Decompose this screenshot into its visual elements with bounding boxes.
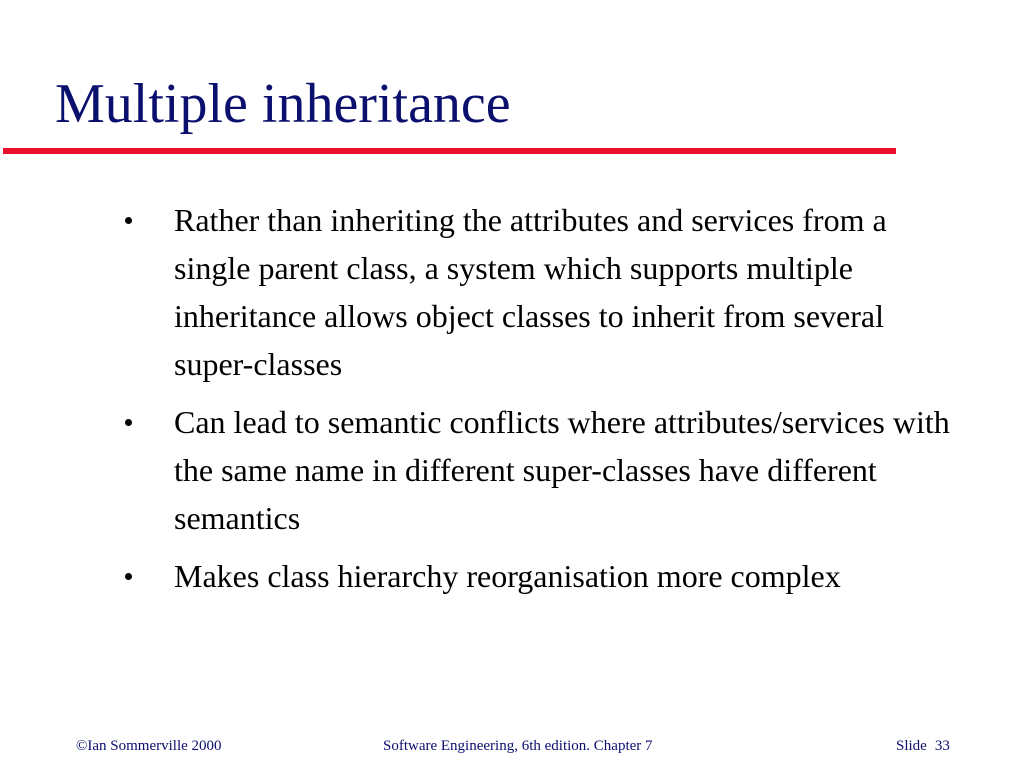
slide-number: 33	[934, 738, 950, 754]
slide-title: Multiple inheritance	[55, 73, 511, 135]
bullet-text: Can lead to semantic conflicts where attributes/services with the same name in different super-classes have different semantics	[174, 404, 950, 536]
title-underline	[3, 148, 896, 154]
bullet-text: Makes class hierarchy reorganisation more complex	[174, 558, 841, 594]
bullet-item	[118, 398, 968, 542]
footer-course-title: Software Engineering, 6th edition. Chapter 7	[383, 738, 653, 754]
bullet-dot-icon	[125, 573, 132, 580]
bullet-item	[118, 552, 968, 600]
bullet-item	[118, 196, 968, 388]
bullet-dot-icon	[125, 419, 132, 426]
bullet-dot-icon	[125, 217, 132, 224]
slide-label: Slide	[896, 738, 927, 754]
bullet-list	[118, 196, 968, 610]
footer-slide-number	[896, 737, 950, 755]
bullet-text: Rather than inheriting the attributes and services from a single parent class, a system which supports multiple inheritance allows object classes to inherit from several super-classes	[174, 202, 887, 382]
footer-copyright: ©Ian Sommerville 2000	[76, 738, 222, 754]
